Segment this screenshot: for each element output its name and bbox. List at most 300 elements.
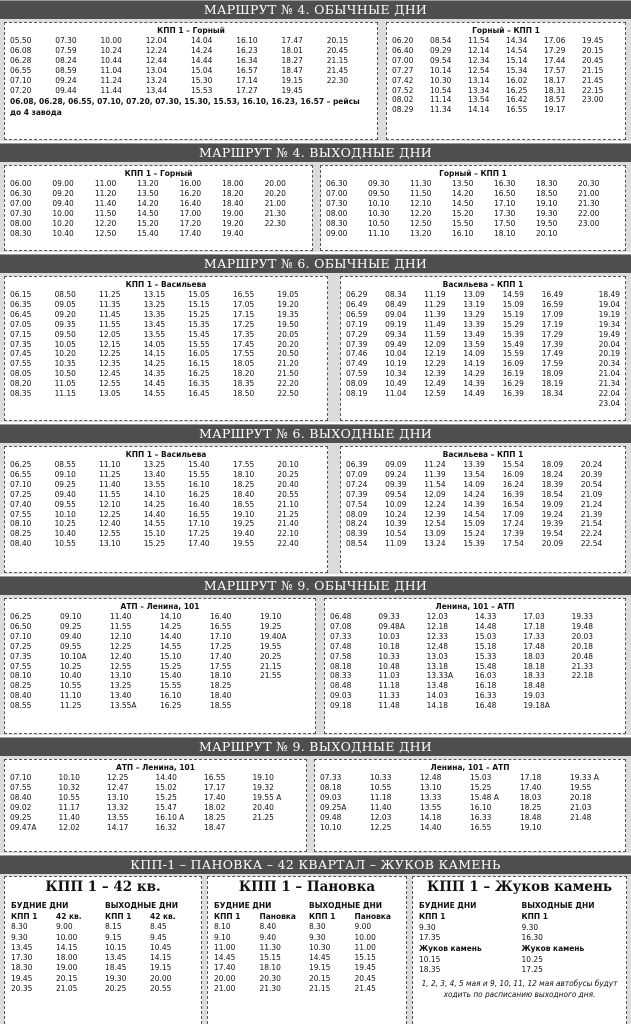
time-cell: 14.25 — [143, 498, 166, 509]
time-cell: 09.24 — [55, 74, 77, 85]
timetable-bzh — [412, 876, 627, 1024]
time-cell: 15.49 — [502, 338, 524, 349]
section-header: МАРШРУТ № 9. ВЫХОДНЫЕ ДНИ — [0, 738, 631, 756]
time-cell: 22.15 — [582, 84, 604, 95]
time-cell: 08.18 — [330, 660, 352, 671]
time-cell: 19.03 — [523, 690, 545, 701]
time-cell: 16.25 — [160, 700, 182, 711]
time-cell: 11.25 — [99, 289, 121, 299]
time-cell: 12.25 — [110, 640, 132, 651]
time-cell: 14.45 — [309, 952, 331, 963]
time-cell: 14.59 — [502, 289, 524, 299]
time-cell: 13.09 — [424, 528, 446, 539]
time-cell: 12.29 — [424, 358, 446, 369]
time-cell: 15.09 — [502, 298, 524, 309]
time-cell: 20.34 — [598, 358, 620, 369]
time-cell: 12.20 — [410, 207, 432, 218]
time-cell: 20.00 — [214, 972, 236, 983]
time-cell: 19.33 А — [570, 772, 599, 782]
time-cell — [572, 701, 620, 711]
weekend-column — [309, 900, 400, 993]
time-cell: 15.39 — [502, 328, 524, 339]
time-cell: 07.55 — [10, 660, 32, 671]
time-cell: 20.45 — [326, 44, 349, 55]
time-cell: 21.40 — [277, 518, 299, 529]
time-cell: 09.33 — [378, 611, 400, 621]
time-cell: 13.18 — [426, 660, 449, 671]
time-cell: 20.24 — [580, 459, 603, 469]
time-cell: 20.20 — [277, 338, 299, 349]
time-grid — [10, 460, 322, 549]
time-cell: 07.30 — [10, 207, 32, 218]
time-cell: 07.05 — [10, 318, 32, 329]
time-cell: 07.10 — [10, 772, 32, 782]
time-cell: 10.55 — [54, 538, 76, 549]
time-cell: 12.40 — [99, 518, 121, 529]
time-cell: 20.45 — [582, 54, 604, 65]
time-cell: 19.17 — [544, 104, 566, 115]
time-cell: 09.34 — [385, 328, 407, 339]
time-cell — [572, 691, 620, 701]
time-cell: 10.32 — [58, 781, 80, 792]
time-cell: 19.10 — [520, 821, 542, 832]
time-cell: 14.39 — [463, 498, 485, 509]
time-cell: 09.05 — [54, 298, 76, 309]
time-cell: 07.48 — [330, 640, 352, 651]
time-cell: 18.57 — [544, 94, 566, 105]
time-cell: 11.34 — [430, 104, 452, 115]
time-cell: 18.45 — [105, 962, 127, 973]
time-cell: 10.55 — [58, 791, 80, 802]
box-title: КПП 1 – Пановка — [238, 879, 376, 895]
time-cell: 14.39 — [463, 378, 485, 389]
time-cell: 10.55 — [370, 781, 392, 792]
time-cell: 10.18 — [378, 640, 400, 651]
time-cell: 15.48 А — [470, 791, 499, 802]
time-cell: 18.02 — [204, 801, 226, 812]
columns — [419, 900, 620, 974]
time-cell: 09.39 — [385, 478, 407, 489]
time-cell: 10.20 — [52, 217, 74, 228]
time-cell: 13.05 — [99, 388, 121, 399]
column-header: Пановка — [259, 911, 296, 921]
time-cell: 11.00 — [354, 941, 376, 952]
time-cell: 17.40 — [188, 538, 210, 549]
timetable-left — [4, 446, 328, 573]
time-grid — [10, 36, 372, 95]
time-cell: 10.25 — [60, 660, 82, 671]
time-cell: 8.30 — [309, 921, 326, 932]
time-cell: 9.45 — [150, 931, 167, 942]
time-cell: 09.48А — [378, 620, 405, 631]
time-cell: 13.10 — [110, 670, 132, 681]
time-cell: 07.10 — [10, 630, 32, 641]
time-cell: 15.20 — [452, 207, 474, 218]
time-cell: 15.20 — [137, 217, 159, 228]
weekend-label: ВЫХОДНЫЕ ДНИ — [105, 900, 178, 910]
time-cell: 07.08 — [330, 620, 352, 631]
time-cell: 09.10 — [60, 611, 82, 621]
time-cell — [503, 399, 542, 409]
time-cell: 08.50 — [54, 289, 76, 299]
time-cell: 20.30 — [259, 972, 281, 983]
time-cell: 12.05 — [99, 328, 121, 339]
time-cell: 20.10 — [277, 459, 299, 469]
time-cell: 09.19 — [385, 318, 407, 329]
time-cell: 17.45 — [232, 338, 255, 349]
time-cell: 13.34 — [468, 84, 490, 95]
time-cell: 11.03 — [378, 670, 400, 681]
timetable-right — [324, 598, 626, 734]
time-cell: 08.25 — [10, 680, 32, 691]
time-cell: 11.00 — [214, 941, 236, 952]
time-cell: 20.15 — [56, 972, 78, 983]
time-cell: 08.29 — [392, 104, 414, 115]
time-cell: 14.48 — [474, 620, 497, 631]
time-cell: 18.20 — [232, 368, 255, 379]
time-cell: 19.15 — [309, 962, 331, 973]
column-header: Жуков камень — [419, 942, 482, 953]
time-cell: 13.40 — [143, 468, 166, 479]
time-cell: 10.15 — [419, 953, 441, 964]
time-cell: 07.00 — [326, 187, 348, 198]
time-cell: 14.50 — [137, 207, 159, 218]
time-cell: 16.40 — [210, 611, 232, 621]
time-cell: 21.39 — [580, 508, 603, 519]
time-cell: 19.18А — [523, 700, 550, 711]
time-cell: 12.04 — [145, 35, 168, 45]
time-cell: 11.50 — [410, 187, 432, 198]
time-cell: 15.25 — [143, 538, 166, 549]
time-cell: 18.40 — [222, 197, 244, 208]
time-cell: 16.29 — [502, 378, 524, 389]
time-cell: 07.59 — [346, 368, 368, 379]
time-cell: 18.40 — [210, 690, 232, 701]
time-cell: 20.39 — [580, 468, 603, 479]
time-cell: 07.09 — [346, 468, 368, 479]
time-cell: 12.25 — [99, 348, 121, 359]
time-cell — [582, 105, 620, 115]
time-cell: 13.49 — [463, 328, 485, 339]
timetable-right — [340, 446, 626, 573]
column-header: 42 кв. — [150, 911, 176, 921]
day-label: БУДНИЕ ДНИ — [419, 900, 477, 910]
time-cell: 07.00 — [392, 54, 414, 65]
time-cell: 16.54 — [502, 498, 524, 509]
time-cell: 13.40 — [110, 690, 132, 701]
time-cell: 19.30 — [536, 207, 558, 218]
time-cell: 15.03 — [474, 630, 497, 641]
time-cell: 15.14 — [506, 54, 528, 65]
column-header: Пановка — [354, 911, 391, 921]
time-cell: 14.24 — [463, 488, 485, 499]
time-cell: 07.58 — [330, 650, 352, 661]
time-cell: 21.00 — [578, 187, 600, 198]
schedule-section-r4h — [0, 143, 631, 252]
time-cell: 08.55 — [54, 459, 76, 469]
time-cell: 07.33 — [330, 630, 352, 641]
time-cell: 20.15 — [326, 35, 349, 45]
time-cell: 17.25 — [232, 318, 255, 329]
time-cell: 17.57 — [544, 64, 566, 75]
time-cell: 16.09 — [502, 358, 524, 369]
time-cell: 18.18 — [523, 660, 545, 671]
time-cell: 09.25А — [320, 801, 347, 812]
time-cell: 09.24 — [385, 468, 407, 479]
time-cell: 19.45 — [354, 962, 376, 973]
time-cell: 20.20 — [264, 187, 286, 198]
time-cell: 12.34 — [468, 54, 490, 65]
time-cell: 06.48 — [330, 611, 352, 621]
time-cell: 16.55 — [204, 772, 226, 782]
time-cell: 19.20 — [222, 217, 244, 228]
time-cell: 21.30 — [259, 983, 281, 994]
time-cell: 21.48 — [570, 811, 592, 822]
time-cell: 18.35 — [232, 378, 255, 389]
time-cell: 07.52 — [392, 84, 414, 95]
schedule-section-r9w — [0, 576, 631, 735]
time-cell: 23.04 — [598, 397, 620, 408]
time-cell: 10.19 — [385, 358, 407, 369]
time-cell: 12.24 — [424, 498, 446, 509]
time-cell: 19.40А — [260, 630, 287, 641]
time-cell: 14.40 — [160, 630, 182, 641]
time-cell: 16.55 — [506, 104, 528, 115]
time-cell: 10.09 — [385, 498, 407, 509]
time-cell: 15.15 — [259, 952, 281, 963]
time-cell: 17.35 — [232, 328, 255, 339]
time-cell: 18.10 — [232, 468, 255, 479]
time-cell: 09.40 — [54, 488, 76, 499]
time-cell: 15.34 — [506, 64, 528, 75]
time-cell: 16.55 — [188, 508, 210, 519]
time-cell: 17.19 — [541, 318, 564, 329]
time-cell: 22.50 — [277, 388, 299, 399]
time-cell: 19.49 — [598, 328, 620, 339]
day-label: ВЫХОДНЫЕ ДНИ — [521, 900, 595, 910]
time-cell: 11.55 — [110, 620, 132, 631]
time-cell: 13.19 — [463, 298, 485, 309]
time-cell: 06.45 — [10, 308, 32, 319]
column-header: КПП 1 — [419, 911, 446, 921]
time-grid — [326, 179, 620, 238]
time-cell: 06.39 — [346, 459, 368, 469]
timetable-bpan — [207, 876, 407, 1024]
time-cell: 21.30 — [264, 207, 286, 218]
time-cell: 11.54 — [424, 478, 446, 489]
time-cell: 10.04 — [385, 348, 407, 359]
time-cell: 13.09 — [463, 289, 485, 299]
time-cell: 12.10 — [110, 630, 132, 641]
time-cell: 10.15 — [105, 941, 127, 952]
time-cell: 15.40 — [137, 227, 159, 238]
time-cell: 09.47А — [10, 821, 37, 832]
time-cell: 13.55 — [107, 811, 129, 822]
time-cell: 11.40 — [110, 611, 132, 621]
time-cell: 18.25 — [232, 478, 255, 489]
time-cell: 17.06 — [544, 35, 566, 45]
time-cell: 18.48 — [520, 811, 542, 822]
time-cell: 21.03 — [570, 801, 592, 812]
time-cell: 18.39 — [541, 478, 564, 489]
schedule-section-r6w — [0, 254, 631, 422]
time-cell: 18.25 — [210, 680, 232, 691]
time-cell: 07.15 — [10, 328, 32, 339]
timetable-right — [320, 165, 626, 251]
time-cell: 15.15 — [354, 952, 376, 963]
time-cell: 15.55 — [188, 468, 210, 479]
time-cell: 19.25 — [232, 518, 255, 529]
time-cell: 12.44 — [145, 54, 168, 65]
column-header: 42 кв. — [56, 911, 82, 921]
time-cell: 18.10 — [259, 962, 281, 973]
time-cell: 20.48 — [571, 650, 594, 661]
time-cell: 09.18 — [330, 700, 352, 711]
time-cell: 10.55 — [60, 680, 82, 691]
direction-title: КПП 1 – Васильева — [125, 279, 207, 289]
time-cell: 10.48 — [378, 660, 400, 671]
time-cell: 18.50 — [232, 388, 255, 399]
time-cell: 06.25 — [10, 611, 32, 621]
time-cell: 13.25 — [143, 459, 166, 469]
time-cell: 12.25 — [370, 821, 392, 832]
time-cell: 19.15 — [150, 962, 172, 973]
weekend-label: ВЫХОДНЫЕ ДНИ — [309, 900, 382, 910]
time-cell: 16.34 — [236, 54, 258, 65]
time-cell: 07.35 — [10, 338, 32, 349]
time-cell: 11.48 — [378, 700, 400, 711]
time-cell: 17.10 — [494, 197, 516, 208]
time-cell: 10.25 — [54, 518, 76, 529]
time-cell: 19.34 — [598, 318, 620, 329]
time-cell: 10.40 — [54, 528, 76, 539]
time-cell: 17.29 — [541, 328, 564, 339]
time-cell: 21.54 — [580, 518, 603, 529]
time-cell — [346, 399, 385, 409]
time-cell: 12.10 — [410, 197, 432, 208]
time-cell: 11.15 — [54, 388, 76, 399]
time-cell: 06.30 — [10, 187, 32, 198]
time-cell: 07.55 — [10, 781, 32, 792]
time-cell: 16.30 — [521, 932, 543, 943]
time-cell: 07.54 — [346, 498, 368, 509]
time-cell: 15.19 — [502, 308, 524, 319]
time-cell: 07.46 — [346, 348, 368, 359]
time-cell: 10.03 — [378, 630, 400, 641]
time-cell: 14.20 — [452, 187, 474, 198]
time-cell: 14.45 — [214, 952, 236, 963]
time-cell: 09.03 — [320, 791, 342, 802]
time-cell: 08.10 — [10, 518, 32, 529]
time-cell: 14.44 — [191, 54, 213, 65]
time-grid — [320, 773, 620, 832]
time-cell: 14.34 — [506, 35, 528, 45]
direction-title: Васильева – КПП 1 — [442, 449, 524, 459]
time-cell: 19.40 — [232, 528, 255, 539]
time-cell: 18.55 — [232, 498, 255, 509]
time-cell: 07.45 — [10, 348, 32, 359]
box-title: КПП 1 – Жуков камень — [426, 879, 613, 895]
weekend-column — [522, 900, 621, 974]
time-cell: 17.48 — [523, 640, 545, 651]
time-cell: 21.10 — [277, 498, 299, 509]
time-cell: 16.50 — [494, 187, 516, 198]
time-cell: 13.44 — [145, 84, 168, 95]
time-cell: 12.55 — [99, 528, 121, 539]
time-cell: 16.55 — [210, 620, 232, 631]
time-cell: 09.00 — [52, 178, 74, 188]
time-cell: 14.04 — [191, 35, 213, 45]
time-cell: 11.04 — [385, 388, 407, 399]
time-cell: 09.20 — [52, 187, 74, 198]
time-cell: 9.00 — [354, 921, 372, 932]
time-cell: 21.00 — [214, 983, 236, 994]
time-cell: 17.55 — [232, 459, 255, 469]
time-cell: 11.25 — [60, 700, 82, 711]
time-cell — [265, 229, 307, 239]
time-cell: 13.45 — [11, 941, 33, 952]
schedule-section-r6h — [0, 424, 631, 574]
time-cell: 12.09 — [424, 338, 446, 349]
time-cell: 13.10 — [420, 781, 442, 792]
time-cell: 14.54 — [463, 508, 485, 519]
time-cell: 10.10 — [58, 772, 80, 782]
time-cell: 08.09 — [346, 378, 368, 389]
time-cell: 18.47 — [281, 64, 303, 75]
time-cell: 14.20 — [137, 197, 159, 208]
time-cell: 07.59 — [55, 44, 77, 55]
time-cell: 18.20 — [222, 187, 244, 198]
time-cell: 12.47 — [107, 781, 129, 792]
time-cell: 11.30 — [259, 941, 281, 952]
time-cell: 11.33 — [378, 690, 400, 701]
section-header: МАРШРУТ № 6. ОБЫЧНЫЕ ДНИ — [0, 255, 631, 273]
time-cell: 07.27 — [392, 64, 414, 75]
time-cell: 15.09 — [463, 518, 485, 529]
time-cell: 18.35 — [419, 963, 441, 974]
time-cell: 11.18 — [378, 680, 400, 691]
time-cell: 11.10 — [99, 459, 121, 469]
time-cell: 22.18 — [571, 670, 594, 681]
time-cell — [424, 399, 463, 409]
time-cell: 21.33 — [571, 660, 594, 671]
time-cell: 10.54 — [385, 528, 407, 539]
time-cell: 10.10 — [54, 508, 76, 519]
time-cell: 12.40 — [110, 650, 132, 661]
time-cell: 13.03 — [426, 650, 449, 661]
time-cell: 17.25 — [521, 963, 543, 974]
time-cell: 16.03 — [474, 670, 497, 681]
time-cell: 09.54 — [385, 488, 407, 499]
time-cell: 10.14 — [430, 64, 452, 75]
time-cell: 09.02 — [10, 801, 32, 812]
time-cell: 18.27 — [281, 54, 303, 65]
time-cell: 08.02 — [392, 94, 414, 105]
time-cell: 21.20 — [277, 358, 299, 369]
time-cell: 07.35 — [10, 650, 32, 661]
time-cell: 16.35 — [188, 378, 210, 389]
time-cell: 9.30 — [309, 931, 326, 942]
time-cell: 07.24 — [346, 478, 368, 489]
time-cell: 11.45 — [99, 308, 121, 319]
time-cell: 11.25 — [99, 468, 121, 479]
time-cell: 13.14 — [468, 74, 490, 85]
time-cell: 15.25 — [155, 791, 177, 802]
timetable-right — [340, 276, 626, 421]
time-cell: 19.50 — [277, 318, 299, 329]
time-cell: 10.35 — [54, 358, 76, 369]
section-header: КПП-1 – ПАНОВКА – 42 КВАРТАЛ – ЖУКОВ КАМЕНЬ — [0, 856, 631, 874]
